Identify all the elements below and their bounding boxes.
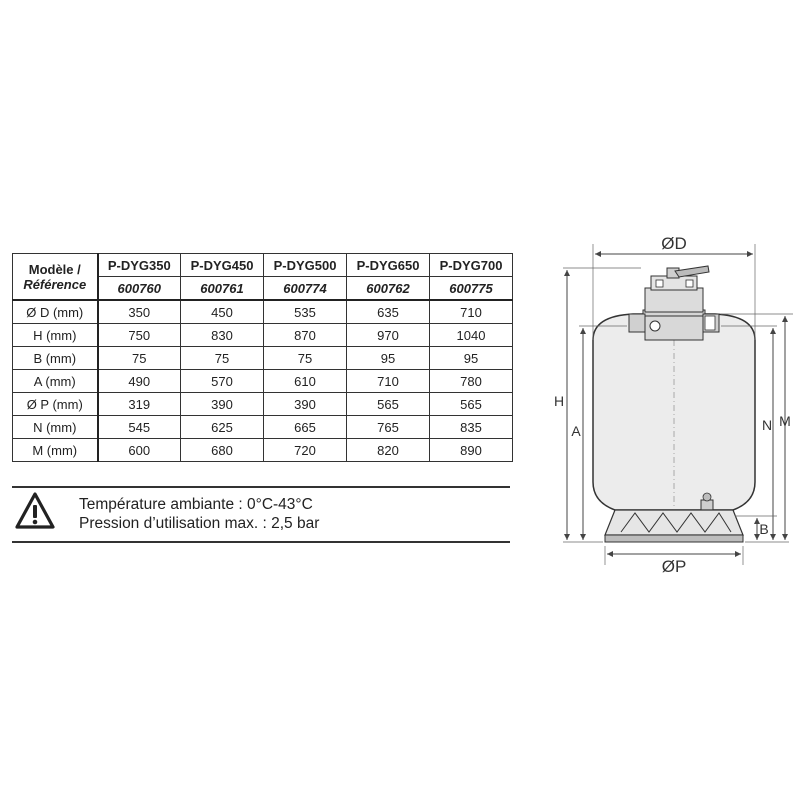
reference-cell: 600760 bbox=[98, 277, 181, 301]
model-name-cell: P-DYG500 bbox=[264, 254, 347, 277]
dimension-a-label: A bbox=[571, 423, 581, 439]
table-row bbox=[13, 416, 513, 439]
model-name-cell: P-DYG650 bbox=[347, 254, 430, 277]
dimension-value-cell: 710 bbox=[430, 300, 513, 324]
dimension-value-cell: 820 bbox=[347, 439, 430, 462]
reference-cell: 600762 bbox=[347, 277, 430, 301]
dimension-n-label: N bbox=[761, 417, 773, 433]
diameter-d-label: ØD bbox=[661, 234, 687, 253]
dimension-label-cell: A (mm) bbox=[13, 370, 98, 393]
table-row bbox=[13, 300, 513, 324]
dimension-value-cell: 665 bbox=[264, 416, 347, 439]
model-name-cell: P-DYG450 bbox=[181, 254, 264, 277]
dimension-label-cell: Ø D (mm) bbox=[13, 300, 98, 324]
reference-cell: 600774 bbox=[264, 277, 347, 301]
model-name-cell: P-DYG700 bbox=[430, 254, 513, 277]
warning-triangle-icon bbox=[14, 491, 56, 531]
dimension-value-cell: 710 bbox=[347, 370, 430, 393]
dimension-value-cell: 75 bbox=[98, 347, 181, 370]
model-header-label: Modèle / bbox=[28, 261, 81, 277]
warning-pressure-text: Pression d’utilisation max. : 2,5 bar bbox=[79, 515, 320, 532]
dimension-value-cell: 350 bbox=[98, 300, 181, 324]
warning-bottom-rule bbox=[12, 541, 510, 543]
table-row bbox=[13, 347, 513, 370]
warning-temperature-text: Température ambiante : 0°C-43°C bbox=[79, 496, 313, 513]
filter-tank bbox=[593, 314, 755, 510]
dimension-value-cell: 890 bbox=[430, 439, 513, 462]
spec-table-body bbox=[13, 254, 513, 462]
table-row bbox=[13, 324, 513, 347]
dimension-value-cell: 95 bbox=[347, 347, 430, 370]
height-h-label: H bbox=[553, 393, 565, 409]
dimension-value-cell: 319 bbox=[98, 393, 181, 416]
dimension-label-cell: N (mm) bbox=[13, 416, 98, 439]
dimension-value-cell: 95 bbox=[430, 347, 513, 370]
dimension-value-cell: 610 bbox=[264, 370, 347, 393]
dimension-value-cell: 765 bbox=[347, 416, 430, 439]
dimension-value-cell: 565 bbox=[430, 393, 513, 416]
reference-cell: 600761 bbox=[181, 277, 264, 301]
dimension-value-cell: 720 bbox=[264, 439, 347, 462]
dimension-value-cell: 450 bbox=[181, 300, 264, 324]
dimension-value-cell: 680 bbox=[181, 439, 264, 462]
dimension-value-cell: 565 bbox=[347, 393, 430, 416]
dimension-label-cell: Ø P (mm) bbox=[13, 393, 98, 416]
table-header-row bbox=[13, 254, 513, 277]
dimension-value-cell: 1040 bbox=[430, 324, 513, 347]
dimension-value-cell: 75 bbox=[181, 347, 264, 370]
table-row bbox=[13, 370, 513, 393]
multiport-valve bbox=[629, 266, 719, 340]
dimension-value-cell: 535 bbox=[264, 300, 347, 324]
dimension-value-cell: 835 bbox=[430, 416, 513, 439]
dimension-value-cell: 545 bbox=[98, 416, 181, 439]
dimension-value-cell: 390 bbox=[181, 393, 264, 416]
dimension-value-cell: 390 bbox=[264, 393, 347, 416]
table-row bbox=[13, 393, 513, 416]
filter-dimension-diagram bbox=[545, 230, 795, 580]
table-row bbox=[13, 439, 513, 462]
dimension-value-cell: 635 bbox=[347, 300, 430, 324]
dimension-value-cell: 625 bbox=[181, 416, 264, 439]
dimension-value-cell: 490 bbox=[98, 370, 181, 393]
model-name-cell: P-DYG350 bbox=[98, 254, 181, 277]
dimension-label-cell: B (mm) bbox=[13, 347, 98, 370]
dimension-b-label: B bbox=[759, 521, 769, 537]
filter-base bbox=[605, 510, 743, 542]
dimension-value-cell: 750 bbox=[98, 324, 181, 347]
diameter-p-label: ØP bbox=[661, 557, 687, 576]
spec-table bbox=[12, 253, 513, 462]
dimension-value-cell: 570 bbox=[181, 370, 264, 393]
dimension-label-cell: H (mm) bbox=[13, 324, 98, 347]
dimension-value-cell: 600 bbox=[98, 439, 181, 462]
dimension-value-cell: 780 bbox=[430, 370, 513, 393]
model-reference-header bbox=[13, 254, 98, 301]
reference-cell: 600775 bbox=[430, 277, 513, 301]
reference-header-label: Référence bbox=[23, 276, 87, 292]
dimension-value-cell: 830 bbox=[181, 324, 264, 347]
dimension-m-label: M bbox=[779, 413, 791, 429]
dimension-value-cell: 75 bbox=[264, 347, 347, 370]
dimension-value-cell: 970 bbox=[347, 324, 430, 347]
warning-top-rule bbox=[12, 486, 510, 488]
dimension-label-cell: M (mm) bbox=[13, 439, 98, 462]
dimension-value-cell: 870 bbox=[264, 324, 347, 347]
